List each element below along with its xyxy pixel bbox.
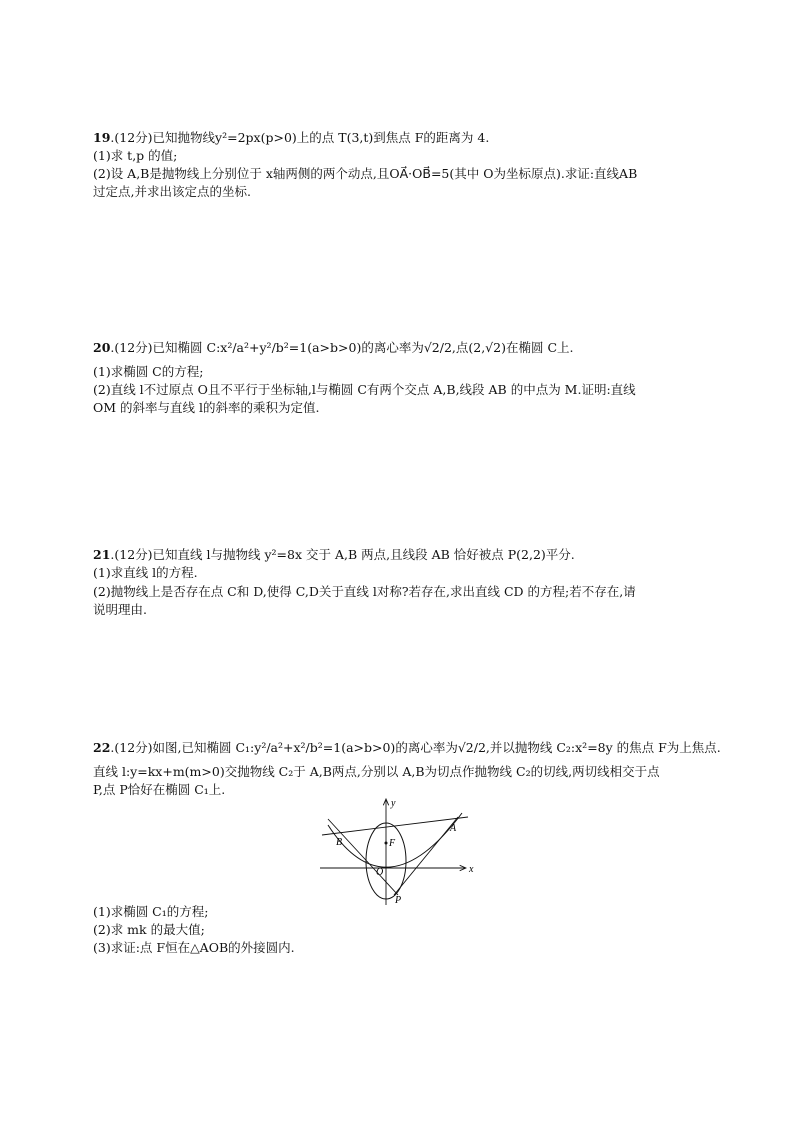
- q20-number: 20: [93, 340, 111, 355]
- q21-stem: .(12分)已知直线 l与抛物线 y²=8x 交于 A,B 两点,且线段 AB 恰好被点 P(2,2)平分.: [110, 547, 575, 562]
- q22-part2: (2)求 mk 的最大值;: [93, 922, 205, 937]
- q22-line1: [93, 738, 721, 758]
- tangent-at-a: [394, 817, 458, 895]
- label-f: F: [389, 838, 396, 849]
- focus-point: [385, 842, 388, 845]
- q20-part2-cont: OM 的斜率与直线 l的斜率的乘积为定值.: [93, 400, 320, 415]
- q19-part2-cont: 过定点,并求出该定点的坐标.: [93, 184, 251, 199]
- q21-part1: (1)求直线 l的方程.: [93, 565, 198, 580]
- label-o: O: [376, 867, 384, 878]
- q21-part2-cont: 说明理由.: [93, 602, 147, 617]
- q21-part2: (2)抛物线上是否存在点 C和 D,使得 C,D关于直线 l对称?若存在,求出直线 CD 的方程;若不存在,请: [93, 584, 636, 599]
- q19-part2: (2)设 A,B是抛物线上分别位于 x轴两侧的两个动点,且OA⃗·OB⃗=5(其中 O为坐标原点).求证:直线AB: [93, 166, 638, 181]
- q19-line1: [93, 128, 489, 148]
- label-a: A: [450, 823, 457, 834]
- tangent-at-b: [328, 819, 398, 895]
- label-x: x: [469, 864, 474, 875]
- label-p: P: [395, 895, 402, 906]
- q22-line2: 直线 l:y=kx+m(m>0)交抛物线 C₂于 A,B两点,分别以 A,B为切点作抛物线 C₂的切线,两切线相交于点: [93, 764, 660, 779]
- q19-stem: .(12分)已知抛物线y²=2px(p>0)上的点 T(3,t)到焦点 F的距离为 4.: [110, 130, 490, 145]
- label-b: B: [336, 837, 343, 848]
- q22-number: 22: [93, 740, 111, 755]
- q21-number: 21: [93, 547, 111, 562]
- q22-part1: (1)求椭圆 C₁的方程;: [93, 904, 209, 919]
- q22-part3: (3)求证:点 F恒在△AOB的外接圆内.: [93, 940, 295, 955]
- q21-line1: [93, 545, 575, 565]
- q22-stem: .(12分)如图,已知椭圆 C₁:y²/a²+x²/b²=1(a>b>0)的离心率为√2/2,并以抛物线 C₂:x²=8y 的焦点 F为上焦点.: [110, 740, 721, 755]
- q19-part1: (1)求 t,p 的值;: [93, 148, 178, 163]
- q20-stem: .(12分)已知椭圆 C:x²/a²+y²/b²=1(a>b>0)的离心率为√2/2,点(2,√2)在椭圆 C上.: [110, 340, 574, 355]
- label-y: y: [391, 798, 396, 809]
- q22-line3: P,点 P恰好在椭圆 C₁上.: [93, 782, 226, 797]
- ellipse-parabola-figure: [318, 795, 478, 907]
- q19-number: 19: [93, 130, 111, 145]
- q20-part1: (1)求椭圆 C的方程;: [93, 364, 204, 379]
- q20-part2: (2)直线 l不过原点 O且不平行于坐标轴,l与椭圆 C有两个交点 A,B,线段 AB 的中点为 M.证明:直线: [93, 382, 636, 397]
- q20-line1: [93, 338, 574, 358]
